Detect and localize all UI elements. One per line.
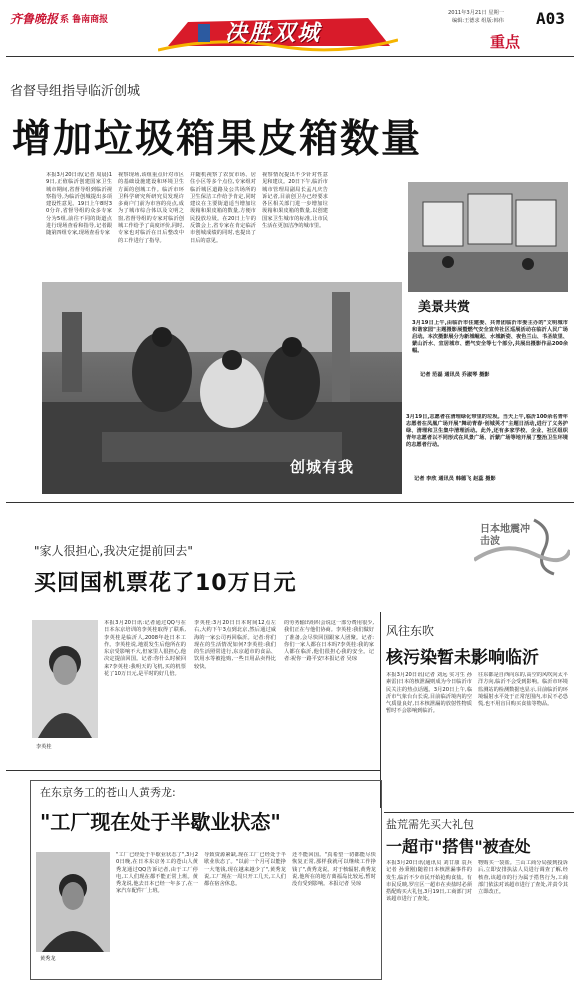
masthead (0, 0, 580, 60)
nuclear-left-border (380, 612, 381, 808)
japan-quake-badge (474, 510, 570, 576)
lead-column-5 (334, 172, 400, 272)
lead-column-1: 本报3月20日讯(记者 周晨)19日,正值临沂创建国家卫生城市期间,省督导组到临沂视察指导,为临沂创城提出多项建设性意见。19日上午8时30分许,省督导组的众多专家分为5组,前往不同的街道点进行现场查看和指导,记者跟随第四组专家,现场查看专家 (46, 172, 112, 237)
huang-xiulong-photo (36, 852, 110, 952)
japan-kicker: "家人很担心,我决定提前回去" (34, 544, 193, 558)
huang-xiulong-label: 黄秀龙 (40, 956, 56, 962)
gallery-byline: 记者 范磊 通讯员 乔淑琴 摄影 (420, 372, 490, 378)
gallery-caption: 3月19日上午,由临沂市住建委、共青团临沂市委主办的"文明城市 和谐家园"主题摄影展暨燃气安全宣传社区巡展活动在临沂人民广场启动。本次摄影展分为新城崛起、水城新姿、夜色兰山、书圣故里、蒙山沂水、宜居城市、燃气安全等七个部分,共展出摄影作品200余幅。 (412, 320, 568, 354)
japan-headline: 买回国机票花了10万日元 (34, 571, 297, 596)
lead-column-3: 并随机视察了农贸市场、居住小区等多个点位,专家组对临沂城区道路及公共场所的卫生保洁工作给予肯定,同时建议在主要街道适当增加垃圾箱和果皮箱的数量,方便市民投放垃圾。在20日上午的反馈会上,省专家在肯定临沂市创城成绩的同时,也提出了日后的意见。 (190, 172, 256, 244)
salt-kicker: 盐荒需先买大礼包 (386, 818, 474, 831)
gallery-title: 美景共赏 (418, 300, 471, 315)
banner-text: 决胜双城 (225, 21, 322, 46)
worker-column-2: 导致资源紧缺,现在工厂已经处于半歇业状态了。"以前一个月可以能挣一大笔钱,现在越来越少了",黄秀龙说,工厂现在一周只开工几天,工人们都在宿舍休息。 (204, 852, 286, 888)
salt-headline: 一超市"搭售"被查处 (386, 837, 531, 856)
photo-overlay-text: 创城有我 (290, 458, 355, 476)
nuclear-kicker: 风往东吹 (386, 624, 435, 638)
japan-badge-text: 日本地震冲击波 (480, 524, 530, 547)
section-label: 重点 (490, 33, 521, 51)
section-divider-2 (6, 770, 380, 771)
main-photo-caption: 3月19日,志愿者在清理绿化带里的垃圾。当天上午,临沂100余名青年志愿者在凤凰广场开展"舞动青春·创城英才"主题日活动,进行了义务护绿、清理和卫生集中清理活动。此外,还有多家学校、企业、社区组织青年志愿者以不同形式在风景广场、沂蒙广场等地开展了整治卫生环境的志愿者行动。 (406, 414, 568, 448)
nuclear-column-1: 本报3月20日讯(记者 刘远 实习生 孙素雷)日本的核泄漏则成为今日临沂市民关注的热点话题。3月20日上午,临沂市气象台台长说,目前临沂境内的空气质量良好,日本核泄漏的放射性物质暂时不会影响到临沂。 (386, 672, 472, 715)
page-code: A03 (536, 9, 565, 28)
lead-kicker: 省督导组指导临沂创城 (10, 84, 141, 99)
paper-name: 齐鲁晚报 (10, 12, 59, 26)
masthead-divider (6, 56, 574, 57)
lead-column-2: 视察现场,该组重点针对市区的基础设施建设和环境卫生方面的创城工作。临沂市环卫科学研究所研究员发现许多商户门前为市容的亮点,成为了城市综合体以及文明之窗,省督导组的专家对临沂创城工作给予了高度评价,同时,专家也对临沂在日后整改中的工作进行了指导。 (118, 172, 184, 244)
worker-kicker: 在东京务工的苍山人黄秀龙: (40, 786, 176, 799)
volunteer-photo (42, 282, 402, 494)
li-yinggui-label: 李英桂 (36, 744, 52, 750)
date-line: 2011年3月21日 星期一 (448, 10, 504, 16)
sail-figure (198, 24, 210, 42)
japan-column-1: 本报3月20日讯:记者通过QQ与在日本东京培训的李英桂取得了联系,李英桂是临沂人,2008年赴日本工作。李英桂说,地震发生后他所在的东京受影响不大,但家里人很担心,他决定提前回国。记者:你什么时候回来?李英桂:我明天的飞机,买的机票花了10万日元,是平时的好几倍。 (104, 620, 186, 678)
nuclear-headline: 核污染暂未影响临沂 (386, 648, 539, 668)
section-divider-1 (6, 502, 574, 503)
japan-column-3: 的劳务输出组织会说这一部分费用很少,我们正在与他们协商。李英桂:我们做好了准备,会尽快回国跟家人团聚。记者:你们一家人都在日本吗?李英桂:我的家人都在临沂,他们很担心我的安全。记者:祝你一路平安!本报记者 吴琼 (284, 620, 374, 663)
edition-name: 系 鲁南商报 (60, 15, 109, 25)
salt-column-1: 本报3月20日讯(通讯员 刘廿康 袁兵 记者 孙秉刚)随着日本核泄漏事件的发生,临沂不少市民开始抢购食盐。有市民反映,罗庄区一超市在卖盐时必须搭配购买大礼包,3月19日,工商部门对该超市进行了查处。 (386, 860, 472, 903)
main-photo-byline: 记者 李欣 通讯员 韩德飞 赵蕊 摄影 (414, 476, 496, 482)
exhibition-photo (408, 182, 568, 292)
li-yinggui-photo (32, 620, 98, 738)
worker-column-1: "工厂已经处于半歇业状态了",3月20日晚,在日本东京务工的苍山人黄秀龙通过QQ告诉记者,由于工厂停电,工人们现在都不能正常上班。黄秀龙说,他去日本已经一年多了,在一家汽车配件厂上班。 (116, 852, 198, 895)
lead-headline: 增加垃圾箱果皮箱数量 (12, 117, 423, 162)
lead-column-4: 视察情况提出不少针对性意见和建议。20日下午,临沂市城市管理局副局长孟凡庆告诉记者,目前创卫办已经要求各区相关部门进一步增加垃圾箱和果皮箱的数量,以创建国家卫生城市的标准,让市民生活在更加洁净的城市里。 (262, 172, 328, 230)
section-divider-3 (384, 812, 574, 813)
salt-column-2: 物购买一袋盐。兰山工商分局接到投诉后,立即安排执法人员进行调查了解,经核查,该超市的行为属于搭售行为,工商部门依法对该超市进行了查处,并责令其立即改正。 (478, 860, 568, 896)
worker-column-3: 还不能回国。"真希望一切都能尽快恢复正常,那样我就可以继续工作挣钱了",黄秀龙说。对于核辐射,黄秀龙说,他所在的地方离福岛比较远,暂时没有受到影响。本报记者 吴琼 (292, 852, 376, 888)
editor-line: 编辑:王德求 组版:韩伟 (452, 18, 504, 24)
japan-column-2: 李英桂:3月20日日本时间12点左右,大约下午3点到北京,然后通过威海的一家公司再回临沂。记者:你们现在的生活情况如何?李英桂:我们的生活照常进行,东京超市的食品、饮用水等被抢购,一些日用品卖得比较快。 (194, 620, 276, 670)
worker-headline: "工厂现在处于半歇业状态" (40, 810, 281, 834)
nuclear-column-2: 往东都是自西向东的,高空的风吹向太平洋方向,临沂不会受到影响。临沂市环境监测站的检测数据也显示,目前临沂的环境辐射水平处于正常范围内,市民不必恐慌,也不用盲目购买食盐等物品。 (478, 672, 568, 708)
